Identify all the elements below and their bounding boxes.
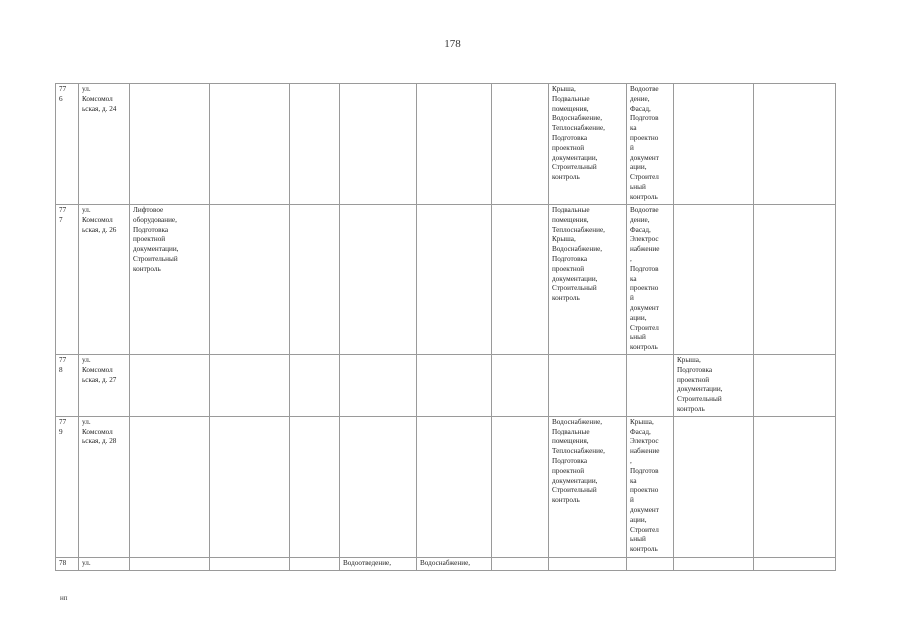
col-9-cell [549, 354, 627, 416]
col-12-cell [754, 84, 836, 205]
table-row [56, 557, 836, 570]
address-cell [79, 557, 130, 570]
col-5-cell [290, 205, 340, 355]
col-10-cell [627, 416, 674, 557]
table-row [56, 416, 836, 557]
col-8-cell [492, 557, 549, 570]
cell-text: Крыша, Фасад, Электрос набжение , Подготов ка проектно й документ ации, Строител ьный контроль [630, 417, 660, 554]
cell-text: Водоснабжение, Подвальные помещения, Теплоснабжение, Подготовка проектной документации, Строительный контроль [552, 417, 605, 505]
cell-text: 77 6 [59, 85, 67, 103]
cell-text: Подвальные помещения, Теплоснабжение, Крыша, Водоснабжение, Подготовка проектной документации, Строительный контроль [552, 206, 605, 303]
address-cell [79, 354, 130, 416]
cell-text: 77 7 [59, 206, 67, 224]
col-12-cell [754, 205, 836, 355]
col-12-cell [754, 416, 836, 557]
col-5-cell [290, 84, 340, 205]
col-11-cell [674, 205, 754, 355]
table-row [56, 205, 836, 355]
cell-text: Крыша, Подготовка проектной документации, Строительный контроль [677, 355, 723, 413]
cell-text: ул. [82, 558, 91, 567]
cell-text: ул. Комсомол ьская, д. 28 [82, 417, 117, 446]
col-5-cell [290, 557, 340, 570]
col-4-cell [210, 354, 290, 416]
col-9-cell [549, 84, 627, 205]
col-8-cell [492, 205, 549, 355]
col-3-cell [130, 557, 210, 570]
col-6-cell [340, 205, 417, 355]
col-11-cell [674, 354, 754, 416]
col-7-cell [417, 416, 492, 557]
col-8-cell [492, 84, 549, 205]
col-5-cell [290, 416, 340, 557]
cell-text: 77 8 [59, 355, 67, 374]
col-11-cell [674, 416, 754, 557]
cell-text: Водоотведение, [343, 558, 392, 567]
col-4-cell [210, 416, 290, 557]
repair-schedule-table [55, 83, 836, 571]
cell-text: 78 [59, 558, 67, 567]
address-cell [79, 84, 130, 205]
row-number-cell [56, 84, 79, 205]
col-6-cell [340, 416, 417, 557]
col-7-cell [417, 84, 492, 205]
cell-text: Водоотве дение, Фасад, Электрос набжение , Подготов ка проектно й документ ации, Строител ьный контроль [630, 206, 660, 352]
col-3-cell [130, 416, 210, 557]
col-10-cell [627, 84, 674, 205]
page-number: 178 [444, 38, 461, 50]
cell-text: ул. Комсомол ьская, д. 27 [82, 355, 117, 384]
address-cell [79, 416, 130, 557]
cell-text: Крыша, Подвальные помещения, Водоснабжение, Теплоснабжение, Подготовка проектной документации, Строительный контроль [552, 85, 605, 182]
col-6-cell [340, 84, 417, 205]
col-3-cell [130, 354, 210, 416]
cell-text: Лифтовое оборудование, Подготовка проектной документации, Строительный контроль [133, 206, 179, 273]
col-7-cell [417, 205, 492, 355]
row-number-cell [56, 557, 79, 570]
col-4-cell [210, 205, 290, 355]
col-9-cell [549, 416, 627, 557]
col-11-cell [674, 84, 754, 205]
col-10-cell [627, 557, 674, 570]
col-4-cell [210, 84, 290, 205]
cell-text: ул. Комсомол ьская, д. 26 [82, 206, 117, 234]
col-3-cell [130, 205, 210, 355]
footer-mark: нп [60, 594, 68, 602]
col-10-cell [627, 205, 674, 355]
cell-text: 77 9 [59, 417, 67, 436]
col-10-cell [627, 354, 674, 416]
col-4-cell [210, 557, 290, 570]
cell-text: Водоотве дение, Фасад, Подготов ка проектно й документ ации, Строител ьный контроль [630, 85, 659, 201]
col-11-cell [674, 557, 754, 570]
col-6-cell [340, 557, 417, 570]
col-9-cell [549, 205, 627, 355]
cell-text: Водоснабжение, [420, 558, 471, 567]
row-number-cell [56, 354, 79, 416]
col-5-cell [290, 354, 340, 416]
table-row [56, 84, 836, 205]
col-7-cell [417, 557, 492, 570]
col-6-cell [340, 354, 417, 416]
row-number-cell [56, 205, 79, 355]
address-cell [79, 205, 130, 355]
cell-text: ул. Комсомол ьская, д. 24 [82, 85, 117, 113]
table-row [56, 354, 836, 416]
col-7-cell [417, 354, 492, 416]
col-8-cell [492, 354, 549, 416]
col-12-cell [754, 354, 836, 416]
col-12-cell [754, 557, 836, 570]
col-3-cell [130, 84, 210, 205]
col-9-cell [549, 557, 627, 570]
row-number-cell [56, 416, 79, 557]
col-8-cell [492, 416, 549, 557]
